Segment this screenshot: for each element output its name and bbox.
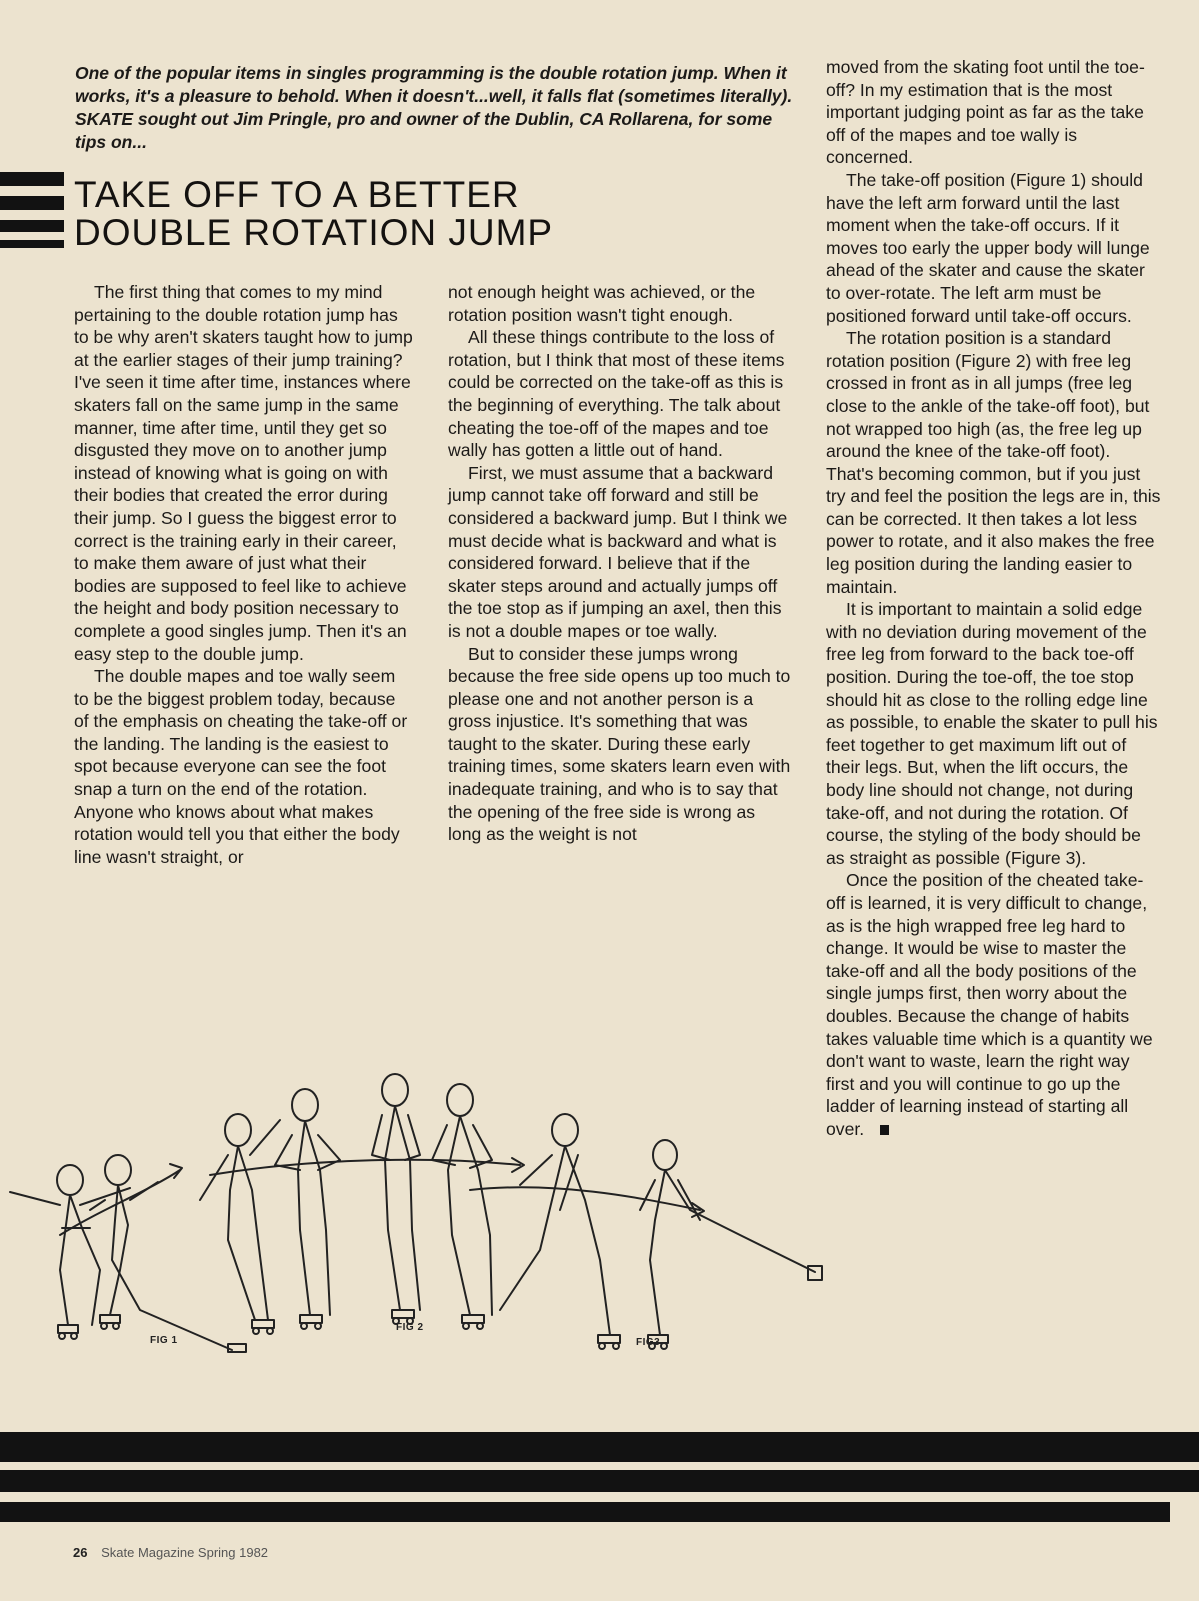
- paragraph: But to consider these jumps wrong because the free side opens up too much to please one and not another person is a gross injustice. It's something that was taught to the skater. During these early training times, some skaters learn even with inadequate training, and who is to say that the opening of the free side is wrong as long as the weight is not: [448, 643, 791, 845]
- paragraph: It is important to maintain a solid edge with no deviation during movement of the free leg from forward to the back toe-off position. During the toe-off, the toe stop should hit as close to the rolling edge line as possible, to enable the skater to pull his feet together to get maximum lift out of their legs. But, when the lift occurs, the body line should not change, not during take-off, and not during the rotation. Of course, the styling of the body should be as straight as possible (Figure 3).: [826, 599, 1158, 868]
- publication-name: Skate Magazine Spring 1982: [101, 1545, 269, 1560]
- paragraph: The first thing that comes to my mind pertaining to the double rotation jump has to be why aren't skaters taught how to jump at the earlier stages of their jump training? I've seen it time after time, instances where skaters fall on the same jump in the same manner, time after time, until they get so disgusted they move on to another jump instead of knowing what is going on with their bodies that created the error during their jump. So I guess the biggest error to correct is the training early in their career, to make them aware of just what their bodies are supposed to feel like to achieve the height and body position necessary to complete a good singles jump. Then it's an easy step to the double jump.: [74, 282, 413, 664]
- paragraph: All these things contribute to the loss of rotation, but I think that most of these items could be corrected on the take-off as this is the beginning of everything. The talk about cheating the toe-off of the mapes and toe wally has gotten a little out of hand.: [448, 327, 785, 461]
- figure-2-skaters: [200, 1074, 492, 1334]
- bottom-bar-3: [0, 1502, 1170, 1522]
- headline-line-2: DOUBLE ROTATION JUMP: [74, 212, 554, 253]
- rotation-arrow-1: [60, 1170, 180, 1235]
- paragraph: The double mapes and toe wally seem to be the biggest problem today, because of the emphasis on cheating the take-off or the landing. The landing is the easiest to spot because everyone can see the foot snap a turn on the end of the rotation. Anyone who knows about what makes rotation would tell you that either the body line wasn't straight, or: [74, 666, 408, 867]
- paragraph: [826, 869, 1162, 1140]
- paragraph: The rotation position is a standard rotation position (Figure 2) with free leg crossed in front as in all jumps (free leg close to the ankle of the take-off foot), but not wrapped too high (as, the free leg up around the knee of the take-off foot). That's becoming common, but if you just try and feel the position the legs are in, this can be corrected. It then takes a lot less power to rotate, and it also makes the free leg position during the landing easier to maintain.: [826, 328, 1161, 597]
- figure-3-skaters: [500, 1114, 822, 1349]
- paragraph: The take-off position (Figure 1) should have the left arm forward until the last moment when the take-off occurs. If it moves too early the upper body will lunge ahead of the skater and cause the skater to over-rotate. The left arm must be positioned forward until take-off occurs.: [826, 169, 1150, 326]
- intro-deck: One of the popular items in singles programming is the double rotation jump. When it works, it's a pleasure to behold. When it doesn't...well, it falls flat (sometimes literally). SKATE sought out Jim Pringle, pro and owner of the Dublin, CA Rollarena, for some tips on...: [75, 63, 793, 152]
- figure-1-skater-b: [90, 1155, 246, 1352]
- headline-line-1: TAKE OFF TO A BETTER: [74, 174, 520, 215]
- figure-1-label: FIG 1: [150, 1335, 178, 1346]
- page-footer: [73, 1545, 268, 1560]
- bottom-bar-2: [0, 1470, 1199, 1492]
- figure-3-label: FIG3: [636, 1337, 661, 1348]
- figure-2-label: FIG 2: [396, 1322, 424, 1333]
- paragraph: not enough height was achieved, or the rotation position wasn't tight enough.: [448, 282, 756, 325]
- article-column-3: [826, 56, 1162, 1141]
- article-column-1: [74, 281, 414, 868]
- paragraph-text: Once the position of the cheated take-off is learned, it is very difficult to change, as is the high wrapped free leg hard to change. It would be wise to master the take-off and all the body positions of the single jumps first, then worry about the doubles. Because the change of habits takes valuable time which is a quantity we don't want to waste, learn the right way first and you will continue to go up the ladder of learning instead of starting all over.: [826, 870, 1153, 1139]
- page-number: 26: [73, 1545, 88, 1560]
- bottom-bar-1: [0, 1432, 1199, 1462]
- headline: [74, 176, 794, 252]
- headline-bar-3: [0, 220, 64, 232]
- headline-bar-4: [0, 240, 64, 248]
- headline-bar-2: [0, 196, 64, 210]
- headline-bar-1: [0, 172, 64, 186]
- paragraph: First, we must assume that a backward jump cannot take off forward and still be considered a backward jump. But I think we must decide what is backward and what is considered forward. I believe that if the skater steps around and actually jumps off the toe stop as if jumping an axel, then this is not a double mapes or toe wally.: [448, 462, 788, 641]
- end-of-article-mark: [880, 1125, 889, 1135]
- paragraph: moved from the skating foot until the toe-off? In my estimation that is the most important judging point as far as the take off of the mapes and toe wally is concerned.: [826, 57, 1145, 168]
- article-column-2: [448, 281, 793, 846]
